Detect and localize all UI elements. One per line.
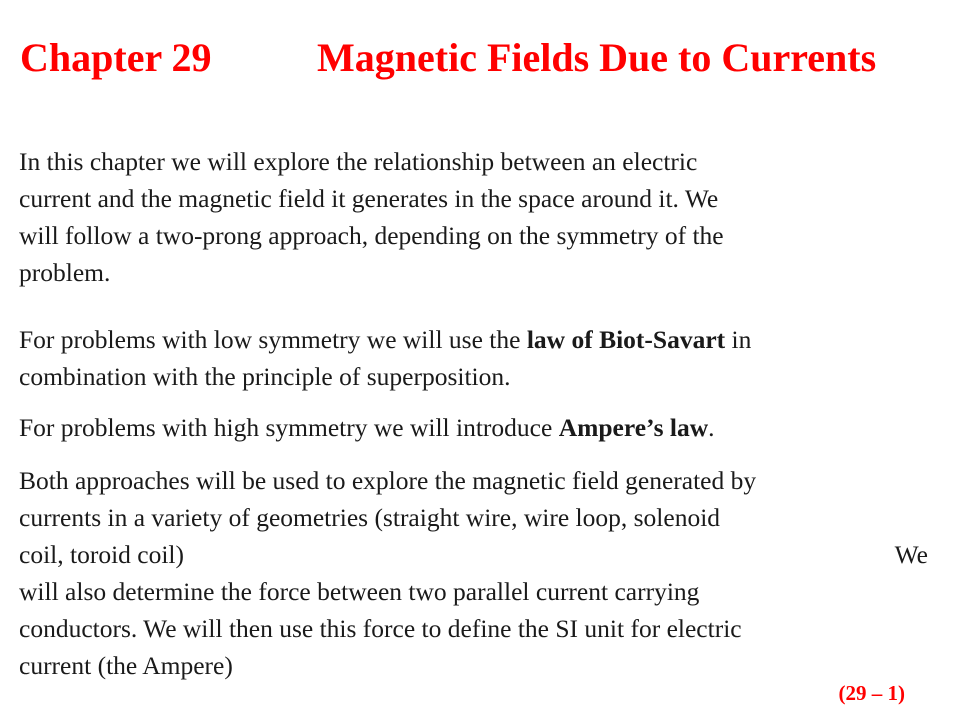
text-line xyxy=(19,536,944,573)
paragraph-low-symmetry xyxy=(19,321,944,395)
text-line xyxy=(19,321,944,358)
paragraph-intro xyxy=(19,143,944,291)
text-run: For problems with high symmetry we will introduce xyxy=(19,413,559,442)
paragraph-approaches xyxy=(19,462,944,684)
text-line: will follow a two-prong approach, depending on the symmetry of the xyxy=(19,221,724,250)
slide-number: (29 – 1) xyxy=(838,681,905,705)
text-run: For problems with low symmetry we will use the xyxy=(19,325,527,354)
amperes-law-term: Ampere’s law xyxy=(558,413,709,442)
chapter-title: Magnetic Fields Due to Currents xyxy=(317,35,877,80)
paragraph-high-symmetry xyxy=(19,409,944,446)
text-line: combination with the principle of superposition. xyxy=(19,362,511,391)
text-run: . xyxy=(708,413,715,442)
text-line: Both approaches will be used to explore the magnetic field generated by xyxy=(19,466,757,495)
text-line xyxy=(19,409,944,446)
slide-title xyxy=(20,33,940,83)
text-line: problem. xyxy=(19,258,111,287)
text-run: coil, toroid coil) xyxy=(19,540,185,569)
text-line: conductors. We will then use this force to define the SI unit for electric xyxy=(19,614,742,643)
biot-savart-term: law of Biot-Savart xyxy=(526,325,726,354)
text-run: in xyxy=(725,325,752,354)
text-line: current (the Ampere) xyxy=(19,651,233,680)
text-line: current and the magnetic field it generates in the space around it. We xyxy=(19,184,719,213)
text-line: will also determine the force between two parallel current carrying xyxy=(19,577,700,606)
text-run: We xyxy=(894,540,928,569)
text-line: In this chapter we will explore the relationship between an electric xyxy=(19,147,698,176)
chapter-number: Chapter 29 xyxy=(20,35,212,80)
text-line: currents in a variety of geometries (straight wire, wire loop, solenoid xyxy=(19,503,721,532)
